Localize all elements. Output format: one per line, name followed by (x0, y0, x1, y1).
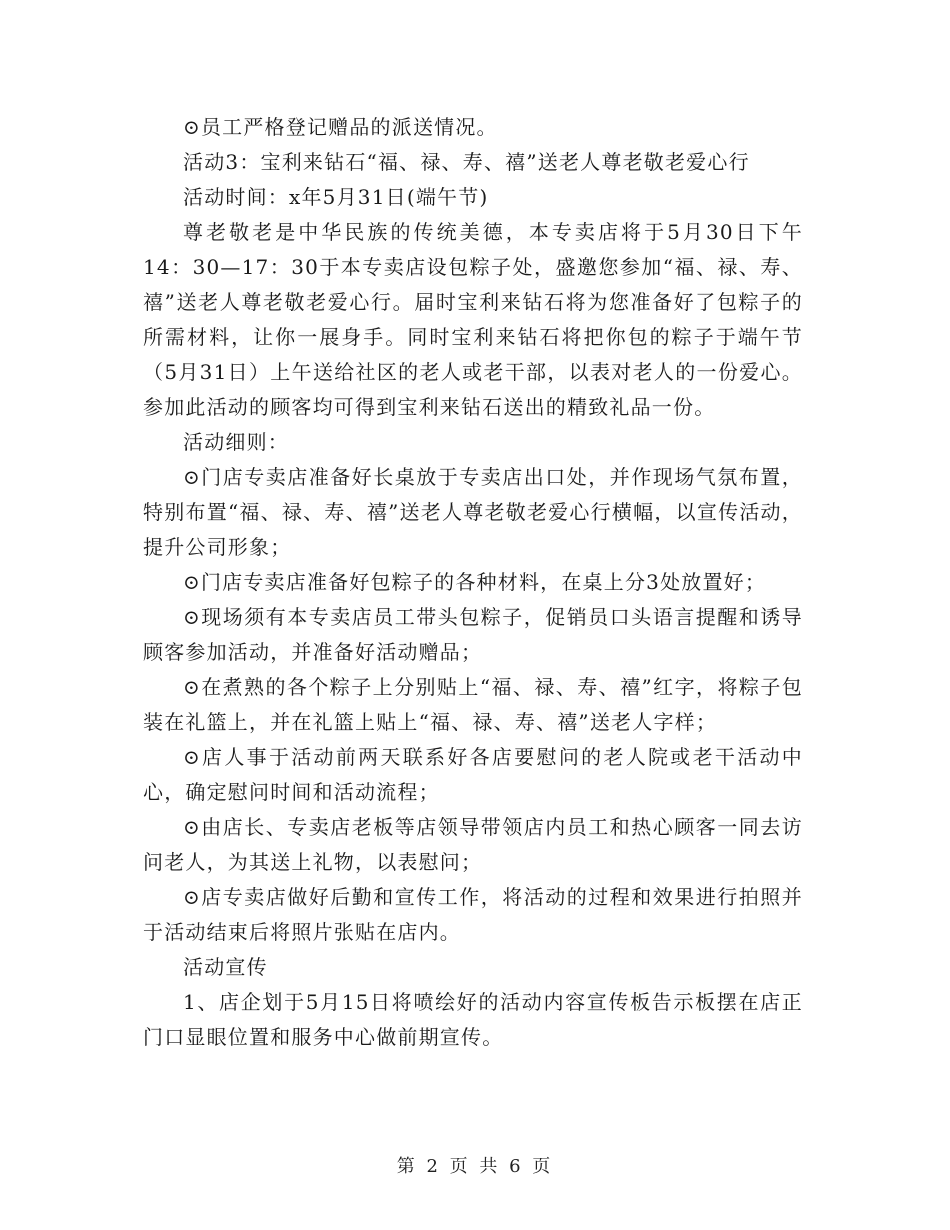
paragraph-rule-6: ⊙由店长、专卖店老板等店领导带领店内员工和热心顾客一同去访问老人，为其送上礼物，以表慰问； (143, 815, 803, 874)
paragraph-promo-1: 1、店企划于5月15日将喷绘好的活动内容宣传板告示板摆在店正门口显眼位置和服务中心做前期宣传。 (143, 990, 803, 1049)
paragraph-rule-4: ⊙在煮熟的各个粽子上分别贴上“福、禄、寿、禧”红字，将粽子包装在礼篮上，并在礼篮上贴上“福、禄、寿、禧”送老人字样； (143, 675, 803, 734)
paragraph-activity3-title: 活动3：宝利来钻石“福、禄、寿、禧”送老人尊老敬老爱心行 (183, 150, 750, 174)
paragraph-activity-time: 活动时间：x年5月31日(端午节) (183, 185, 489, 209)
paragraph-staff-log: ⊙员工严格登记赠品的派送情况。 (183, 115, 498, 139)
paragraph-promo-heading: 活动宣传 (183, 955, 268, 979)
paragraph-rule-5: ⊙店人事于活动前两天联系好各店要慰问的老人院或老干活动中心，确定慰问时间和活动流程； (143, 745, 803, 804)
document-body (143, 110, 803, 1055)
paragraph-rules-heading: 活动细则： (183, 430, 289, 454)
page-number-footer: 第 2 页 共 6 页 (396, 1156, 554, 1177)
paragraph-activity-intro: 尊老敬老是中华民族的传统美德，本专卖店将于5月30日下午14：30—17：30于本专卖店设包粽子处，盛邀您参加“福、禄、寿、禧”送老人尊老敬老爱心行。届时宝利来钻石将为您准备好了包粽子的所需材料，让你一展身手。同时宝利来钻石将把你包的粽子于端午节（5月31日）上午送给社区的老人或老干部，以表对老人的一份爱心。参加此活动的顾客均可得到宝利来钻石送出的精致礼品一份。 (143, 220, 803, 419)
paragraph-rule-1: ⊙门店专卖店准备好长桌放于专卖店出口处，并作现场气氛布置，特别布置“福、禄、寿、禧”送老人尊老敬老爱心行横幅，以宣传活动，提升公司形象； (143, 465, 803, 559)
paragraph-rule-2: ⊙门店专卖店准备好包粽子的各种材料，在桌上分3处放置好； (183, 570, 767, 594)
paragraph-rule-3: ⊙现场须有本专卖店员工带头包粽子，促销员口头语言提醒和诱导顾客参加活动，并准备好活动赠品； (143, 605, 803, 664)
paragraph-rule-7: ⊙店专卖店做好后勤和宣传工作，将活动的过程和效果进行拍照并于活动结束后将照片张贴在店内。 (143, 885, 803, 944)
